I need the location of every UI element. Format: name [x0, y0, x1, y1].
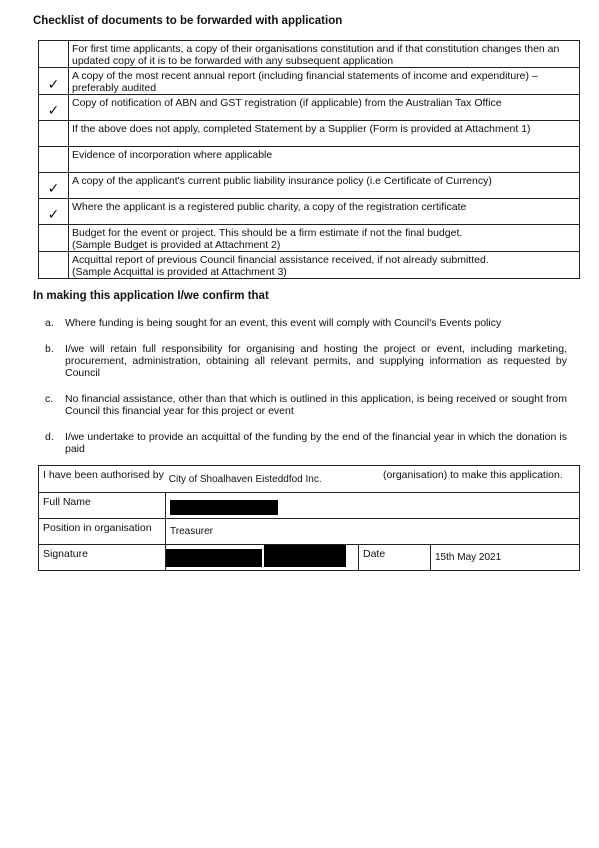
confirm-heading: In making this application I/we confirm that [33, 290, 269, 302]
confirm-item-letter: a. [45, 317, 54, 329]
checklist-row [39, 252, 580, 279]
confirm-item-text: No financial assistance, other than that which is outlined in this application, is being received or sought from Council this financial year for this project or event [65, 393, 567, 417]
checkmark-icon: ✓ [39, 68, 69, 95]
checklist-row [39, 41, 580, 68]
document-checklist-table [38, 40, 580, 279]
checklist-item-note: (Sample Budget is provided at Attachment 2) [72, 239, 281, 251]
checklist-row [39, 68, 580, 95]
signature-redaction-2 [264, 545, 346, 567]
authorisation-table [38, 465, 580, 571]
checklist-item-text [69, 68, 580, 95]
position-value: Treasurer [166, 519, 580, 545]
checkmark-icon [39, 225, 69, 252]
signature-label: Signature [39, 545, 166, 571]
checklist-row [39, 95, 580, 121]
confirm-item-letter: d. [45, 431, 54, 443]
authorised-by-row [39, 466, 580, 493]
authorised-by-label: I have been authorised by [43, 469, 164, 481]
date-label: Date [359, 545, 431, 571]
checklist-item-line: A copy of the most recent annual report (including financial statements of income and expenditure) – preferably audited [72, 70, 538, 94]
checklist-heading: Checklist of documents to be forwarded with application [33, 15, 343, 27]
date-value: 15th May 2021 [431, 545, 580, 571]
confirm-item-text: Where funding is being sought for an event, this event will comply with Council's Events policy [65, 317, 502, 329]
checkmark-icon [39, 41, 69, 68]
checklist-item-line: A copy of the applicant's current public liability insurance policy (i.e Certificate of Currency) [72, 175, 492, 187]
checklist-row [39, 225, 580, 252]
confirm-item [45, 343, 567, 379]
checkmark-icon: ✓ [39, 199, 69, 225]
checklist-item-text [69, 95, 580, 121]
checklist-item-text [69, 121, 580, 147]
checklist-row [39, 147, 580, 173]
signature-redaction-1 [166, 549, 262, 567]
confirm-item-text: I/we undertake to provide an acquittal of the funding by the end of the financial year in which the donation is paid [65, 431, 567, 455]
checklist-item-line: Where the applicant is a registered public charity, a copy of the registration certificate [72, 201, 467, 213]
position-label: Position in organisation [39, 519, 166, 545]
checklist-item-text [69, 199, 580, 225]
confirm-item [45, 393, 567, 417]
checkmark-icon [39, 147, 69, 173]
checklist-row [39, 199, 580, 225]
checklist-item-text [69, 41, 580, 68]
signature-row [39, 545, 580, 571]
checklist-item-line: Evidence of incorporation where applicable [72, 149, 273, 161]
checklist-item-note: (Sample Acquittal is provided at Attachment 3) [72, 266, 287, 278]
checklist-item-line: Copy of notification of ABN and GST registration (if applicable) from the Australian Tax Office [72, 97, 502, 109]
checklist-item-text [69, 225, 580, 252]
confirm-item [45, 317, 567, 329]
checkmark-icon: ✓ [39, 95, 69, 121]
checklist-item-line: If the above does not apply, completed Statement by a Supplier (Form is provided at Attachment 1) [72, 123, 531, 135]
position-row [39, 519, 580, 545]
checkmark-icon [39, 252, 69, 279]
organisation-suffix-label: (organisation) to make this application. [383, 469, 563, 481]
organisation-name-value: City of Shoalhaven Eisteddfod Inc. [168, 474, 322, 485]
confirmation-list [45, 317, 567, 469]
checklist-item-line: For first time applicants, a copy of their organisations constitution and if that constitution changes then an updated copy of it is to be forwarded with any subsequent application [72, 43, 560, 67]
full-name-row [39, 493, 580, 519]
confirm-item [45, 431, 567, 455]
checklist-item-line: Budget for the event or project. This should be a firm estimate if not the final budget. [72, 227, 463, 239]
checkmark-icon [39, 121, 69, 147]
full-name-redaction [170, 500, 278, 515]
confirm-item-letter: c. [45, 393, 54, 405]
full-name-label: Full Name [39, 493, 166, 519]
checklist-row [39, 121, 580, 147]
checklist-item-line: Acquittal report of previous Council financial assistance received, if not already submitted. [72, 254, 489, 266]
confirm-item-letter: b. [45, 343, 54, 355]
checklist-row [39, 173, 580, 199]
confirm-item-text: I/we will retain full responsibility for organising and hosting the project or event, including marketing, procurement, administration, obtaining all relevant permits, and supplying information as requested by Council [65, 343, 567, 379]
checklist-item-text [69, 252, 580, 279]
checklist-item-text [69, 147, 580, 173]
checkmark-icon: ✓ [39, 173, 69, 199]
checklist-item-text [69, 173, 580, 199]
